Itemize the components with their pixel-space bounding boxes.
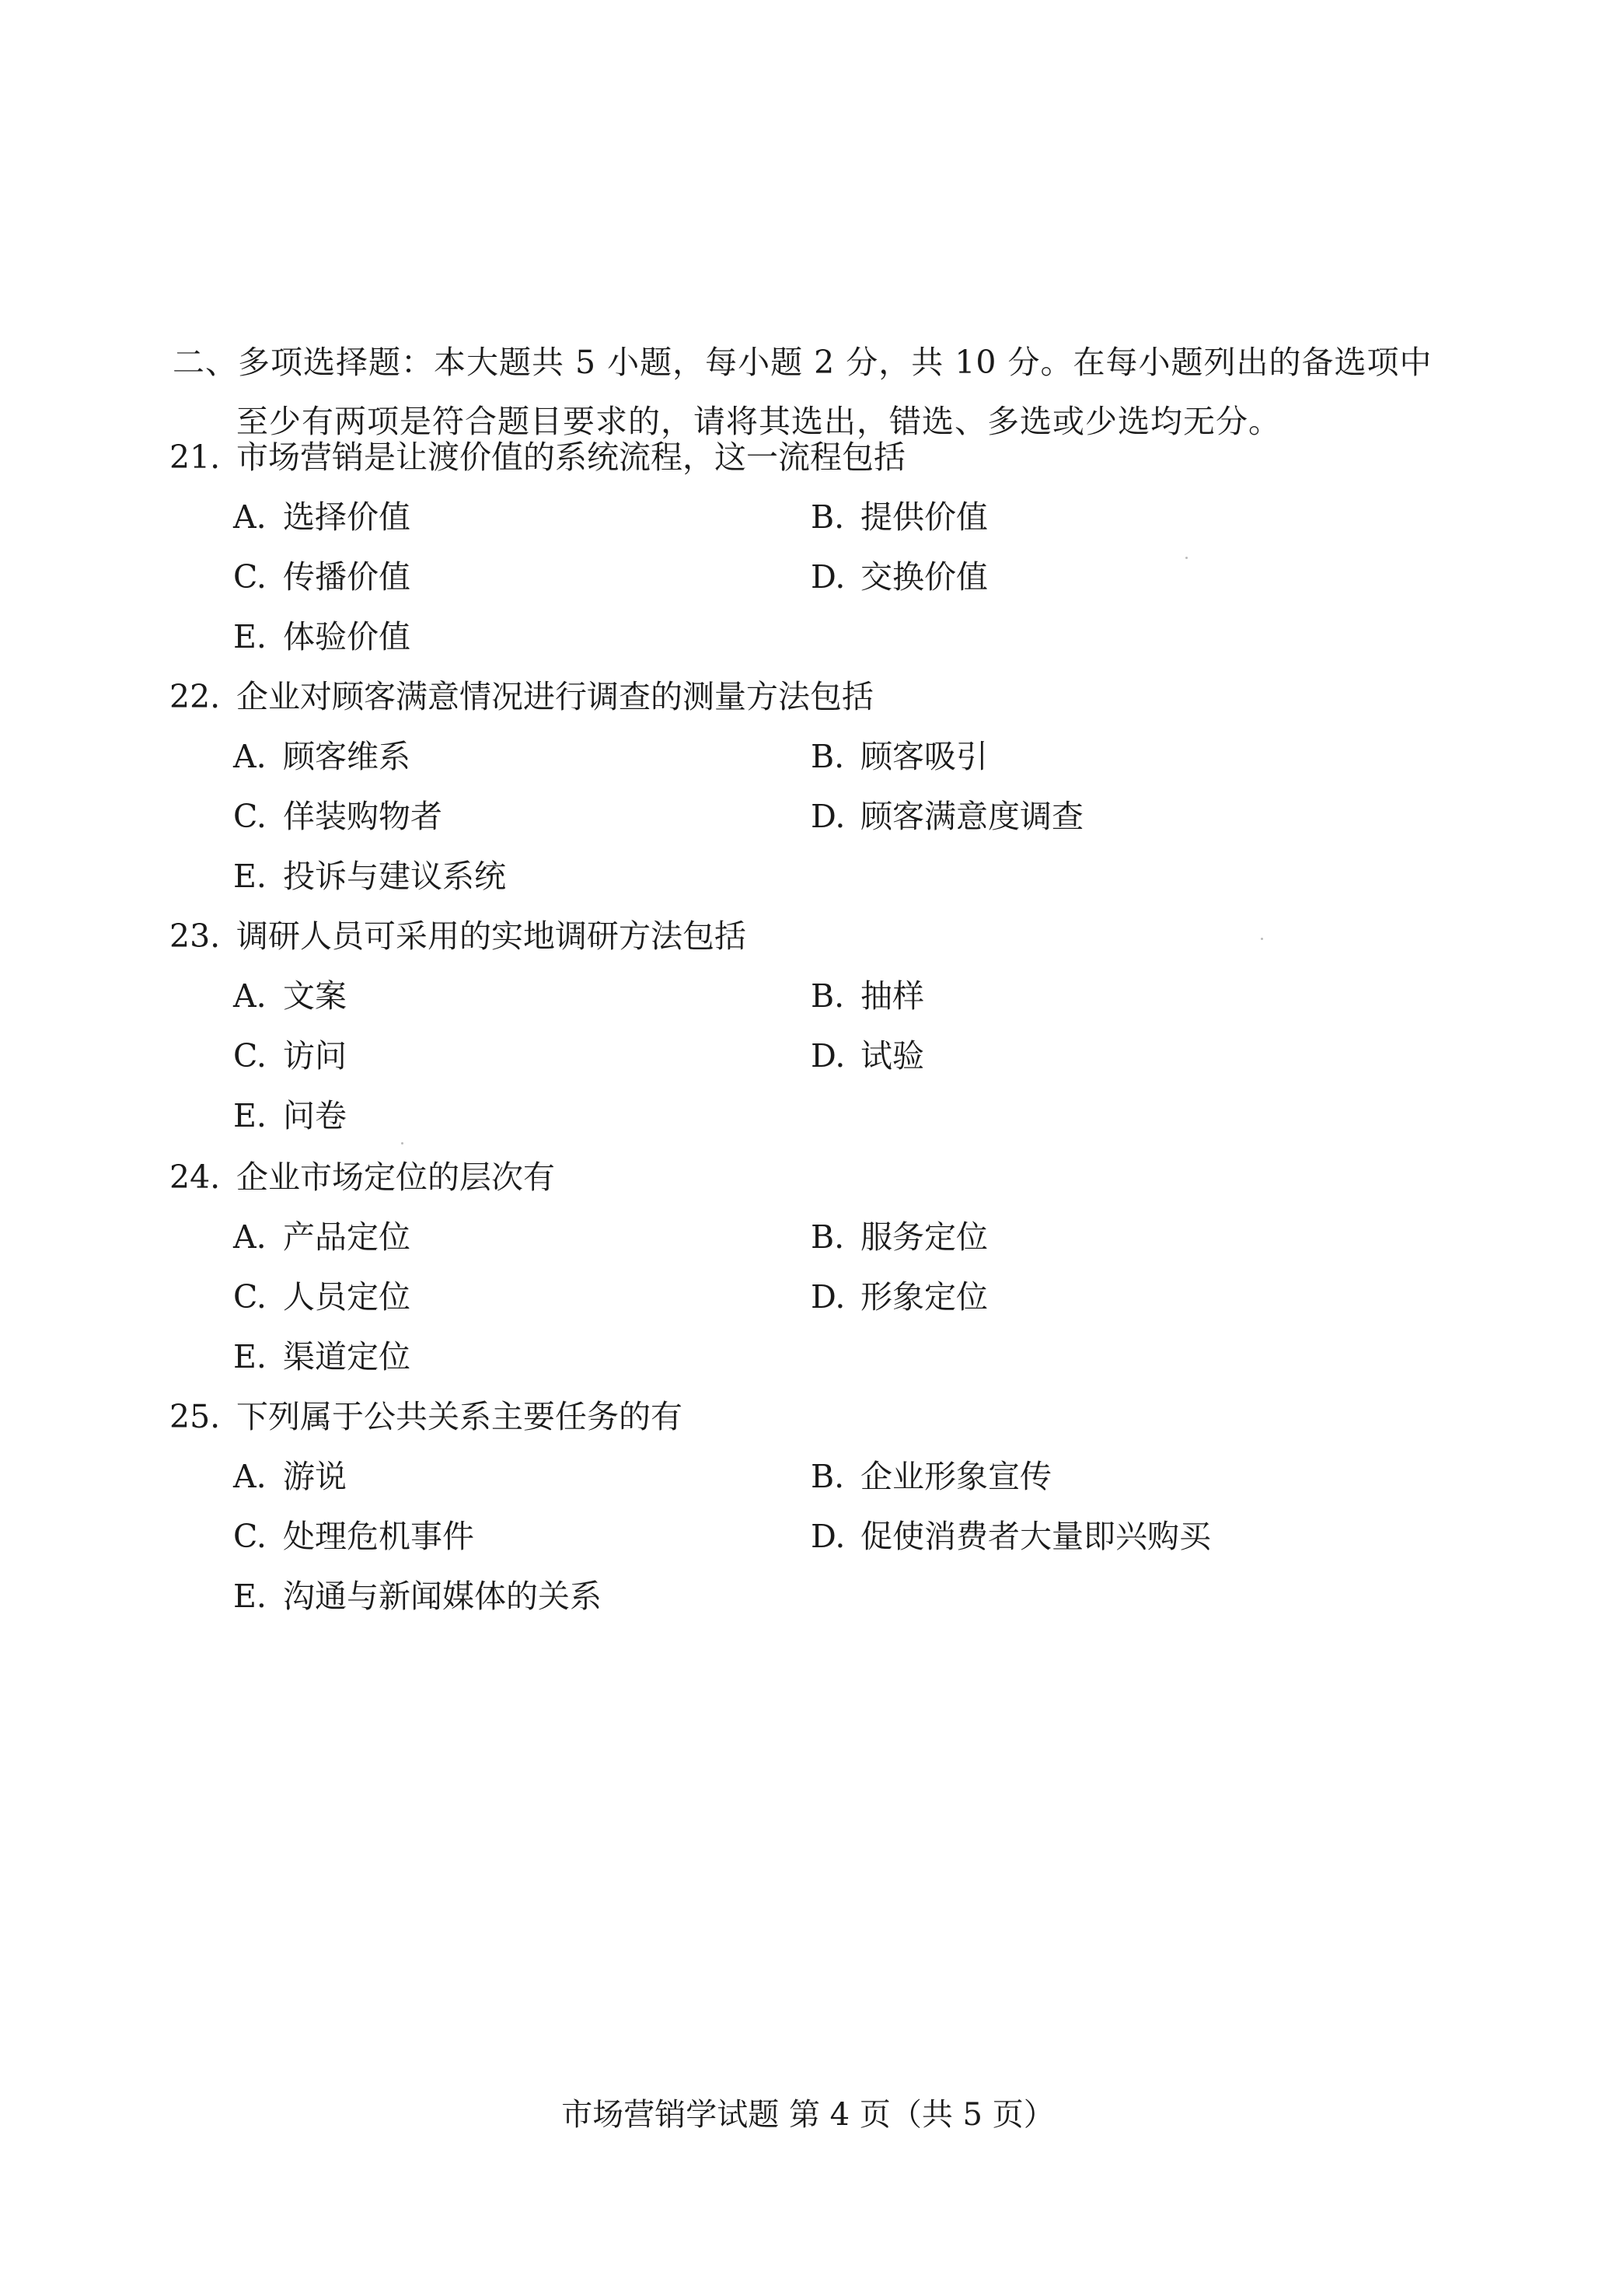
option-e (233, 847, 506, 906)
option-letter: E. (233, 1338, 267, 1375)
option-letter: C. (233, 798, 267, 835)
option-letter: D. (811, 558, 846, 596)
question-text: 市场营销是让渡价值的系统流程，这一流程包括 (236, 439, 906, 476)
option-d (811, 1267, 988, 1326)
option-b (811, 727, 988, 786)
option-letter: B. (811, 498, 845, 536)
option-text: 促使消费者大量即兴购买 (860, 1518, 1211, 1555)
option-letter: D. (811, 1278, 846, 1316)
question-stem (169, 428, 1491, 487)
option-text: 交换价值 (860, 558, 988, 596)
option-text: 投诉与建议系统 (283, 858, 506, 895)
question-number: 24. (169, 1158, 221, 1196)
option-letter: B. (811, 738, 845, 775)
option-row (169, 1567, 1491, 1626)
option-letter: A. (233, 1458, 267, 1495)
option-row (169, 488, 1491, 547)
option-d (811, 787, 1084, 846)
option-row (169, 1086, 1491, 1145)
option-a (233, 488, 410, 547)
option-row (169, 847, 1491, 906)
question-number: 23. (169, 917, 221, 955)
option-row (169, 607, 1491, 666)
option-row (169, 1267, 1491, 1326)
option-row (169, 1026, 1491, 1085)
option-text: 问卷 (283, 1097, 347, 1134)
question-number: 21. (169, 439, 221, 476)
option-d (811, 1026, 924, 1085)
option-row (169, 966, 1491, 1026)
option-text: 企业形象宣传 (860, 1458, 1052, 1495)
option-a (233, 1207, 410, 1267)
option-c (233, 1267, 410, 1326)
section-heading-line1: 二、多项选择题：本大题共 5 小题，每小题 2 分，共 10 分。在每小题列出的备选项中 (173, 344, 1433, 381)
scan-speck (1261, 938, 1263, 940)
option-text: 顾客满意度调查 (860, 798, 1084, 835)
question-text: 企业对顾客满意情况进行调查的测量方法包括 (236, 678, 874, 715)
option-letter: E. (233, 1097, 267, 1134)
option-row (169, 1447, 1491, 1506)
option-c (233, 1026, 347, 1085)
option-letter: A. (233, 977, 267, 1015)
option-c (233, 1507, 474, 1566)
option-text: 游说 (283, 1458, 347, 1495)
option-text: 体验价值 (283, 618, 410, 655)
question-text: 调研人员可采用的实地调研方法包括 (236, 917, 746, 955)
option-letter: D. (811, 798, 846, 835)
scan-speck (401, 1142, 403, 1145)
question-stem (169, 907, 1491, 966)
question-stem (169, 1387, 1491, 1446)
option-row (169, 787, 1491, 846)
option-text: 传播价值 (283, 558, 410, 596)
option-letter: C. (233, 1518, 267, 1555)
option-letter: C. (233, 1037, 267, 1075)
option-text: 沟通与新闻媒体的关系 (283, 1578, 602, 1615)
option-text: 渠道定位 (283, 1338, 410, 1375)
option-row (169, 1327, 1491, 1386)
question-number: 22. (169, 678, 221, 715)
option-d (811, 1507, 1211, 1566)
scan-speck (1185, 557, 1188, 559)
question-24 (169, 1148, 1491, 1386)
option-text: 访问 (283, 1037, 347, 1075)
option-text: 服务定位 (860, 1218, 988, 1256)
option-e (233, 1567, 602, 1626)
option-a (233, 966, 347, 1026)
option-b (811, 966, 924, 1026)
option-letter: B. (811, 1218, 845, 1256)
option-letter: B. (811, 977, 845, 1015)
option-row (169, 1507, 1491, 1566)
option-b (811, 1207, 988, 1267)
option-text: 提供价值 (860, 498, 988, 536)
option-letter: C. (233, 1278, 267, 1316)
option-a (233, 727, 410, 786)
option-letter: D. (811, 1518, 846, 1555)
option-text: 形象定位 (860, 1278, 988, 1316)
question-22 (169, 667, 1491, 906)
question-stem (169, 667, 1491, 726)
question-23 (169, 907, 1491, 1145)
section-heading-line2: 至少有两项是符合题目要求的，请将其选出，错选、多选或少选均无分。 (236, 403, 1281, 440)
question-number: 25. (169, 1398, 221, 1435)
option-e (233, 1086, 347, 1145)
option-text: 选择价值 (283, 498, 410, 536)
option-letter: A. (233, 1218, 267, 1256)
option-row (169, 1207, 1491, 1267)
option-text: 文案 (283, 977, 347, 1015)
question-text: 下列属于公共关系主要任务的有 (236, 1398, 682, 1435)
option-text: 处理危机事件 (283, 1518, 474, 1555)
question-21 (169, 428, 1491, 666)
option-letter: C. (233, 558, 267, 596)
option-e (233, 607, 410, 666)
option-c (233, 547, 410, 606)
option-text: 试验 (860, 1037, 924, 1075)
option-letter: D. (811, 1037, 846, 1075)
option-letter: E. (233, 858, 267, 895)
option-b (811, 488, 988, 547)
option-row (169, 547, 1491, 606)
option-c (233, 787, 442, 846)
question-25 (169, 1387, 1491, 1626)
option-a (233, 1447, 347, 1506)
option-text: 抽样 (860, 977, 924, 1015)
page-footer: 市场营销学试题 第 4 页（共 5 页） (561, 2097, 1055, 2133)
option-b (811, 1447, 1052, 1506)
option-e (233, 1327, 410, 1386)
option-row (169, 727, 1491, 786)
option-text: 人员定位 (283, 1278, 410, 1316)
option-text: 顾客维系 (283, 738, 410, 775)
option-text: 佯装购物者 (283, 798, 442, 835)
option-text: 顾客吸引 (860, 738, 988, 775)
option-letter: E. (233, 618, 267, 655)
option-d (811, 547, 988, 606)
question-text: 企业市场定位的层次有 (236, 1158, 555, 1196)
option-letter: A. (233, 498, 267, 536)
question-stem (169, 1148, 1491, 1207)
option-text: 产品定位 (283, 1218, 410, 1256)
option-letter: E. (233, 1578, 267, 1615)
option-letter: A. (233, 738, 267, 775)
option-letter: B. (811, 1458, 845, 1495)
